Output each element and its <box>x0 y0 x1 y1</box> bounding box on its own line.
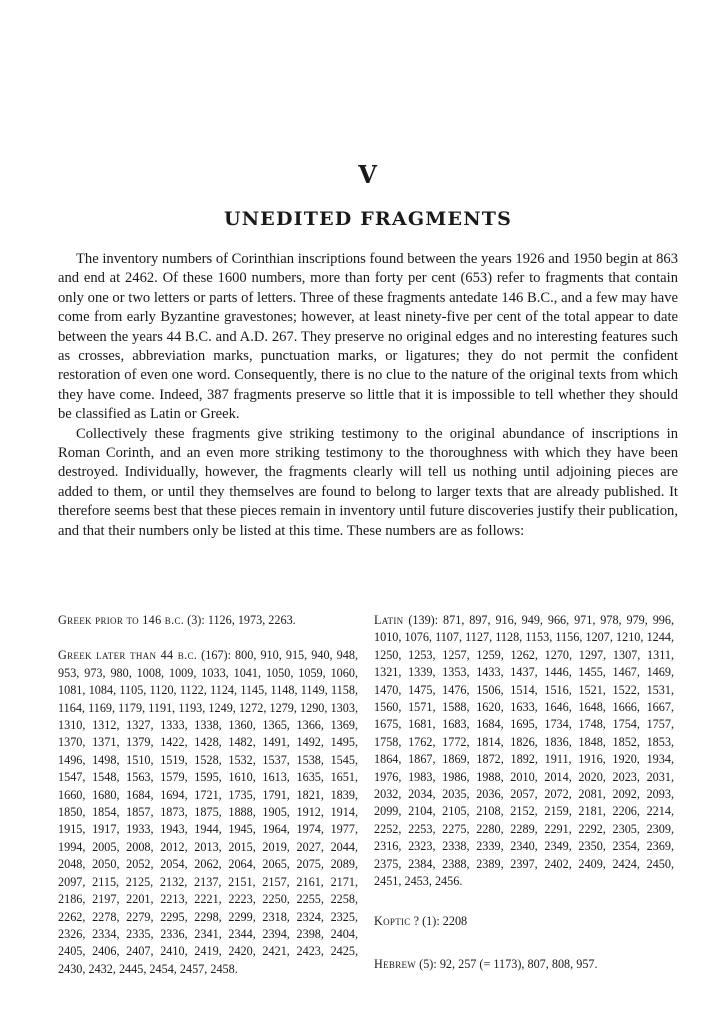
list-heading: Latin <box>374 613 404 627</box>
list-latin <box>374 612 674 891</box>
paragraph-1: The inventory numbers of Corinthian inscriptions found between the years 1926 and 1950 begin at 863 and end at 2462. Of these 1600 numbers, more than forty per cent (653) refer to fragments that contain only one or two letters or parts of letters. Three of these fragments antedate 146 B.C., and a few may have come from early Byzantine gravestones; however, at least ninety-five per cent of the total appear to date between the years 44 B.C. and A.D. 267. They preserve no original edges and no interesting features such as crosses, abbreviation marks, punctuation marks, or ligatures; they do not permit the confident restoration of even one word. Consequently, there is no clue to the nature of the original texts from which they have come. Indeed, 387 fragments preserve so little that it is impossible to tell whether they should be classified as Latin or Greek. <box>58 251 678 423</box>
chapter-numeral: V <box>358 160 378 189</box>
body-text <box>58 250 678 541</box>
list-heading: Hebrew <box>374 956 417 971</box>
document-page <box>58 0 678 1024</box>
paragraph-2: Collectively these fragments give striking testimony to the original abundance of inscriptions in Roman Corinth, and an even more striking testimony to the thoroughness with which they have been destroyed. Individually, however, the fragments clearly will tell us nothing until adjoining pieces are added to them, or until they themselves are found to belong to larger texts that are already published. It therefore seems best that these pieces remain in inventory until future discoveries justify their publication, and that their numbers only be listed at this time. These numbers are as follows: <box>58 425 678 539</box>
list-heading: Greek prior to 146 b.c. <box>58 613 185 627</box>
list-greek-later <box>58 647 358 978</box>
list-numbers: 800, 910, 915, 940, 948, 953, 973, 980, 1008, 1009, 1033, 1041, 1050, 1059, 1060, 1081, 1084, 1105, 1120, 1122, 1124, 1145, 1148, 1149, 1158, 1164, 1169, 1179, 1191, 1193, 1249, 1272, 1279, 1290, 1303, 1310, 1312, 1327, 1333, 1338, 1360, 1365, 1366, 1369, 1370, 1371, 1379, 1422, 1428, 1482, 1491, 1492, 1495, 1496, 1498, 1510, 1519, 1528, 1532, 1537, 1538, 1545, 1547, 1548, 1563, 1579, 1595, 1610, 1613, 1635, 1651, 1660, 1680, 1684, 1694, 1721, 1735, 1791, 1821, 1839, 1850, 1854, 1857, 1873, 1875, 1888, 1905, 1912, 1914, 1915, 1917, 1933, 1943, 1944, 1945, 1964, 1974, 1977, 1994, 2005, 2008, 2012, 2013, 2015, 2019, 2027, 2044, 2048, 2050, 2052, 2054, 2062, 2064, 2065, 2075, 2089, 2097, 2115, 2125, 2132, 2137, 2151, 2157, 2161, 2171, 2186, 2197, 2201, 2213, 2221, 2223, 2250, 2255, 2258, 2262, 2278, 2279, 2295, 2298, 2299, 2318, 2324, 2325, 2326, 2334, 2335, 2336, 2341, 2344, 2394, 2398, 2404, 2405, 2406, 2407, 2410, 2419, 2420, 2421, 2423, 2425, 2430, 2432, 2445, 2454, 2457, 2458. <box>58 648 358 976</box>
list-heading: Koptic <box>374 913 411 928</box>
list-heading: Greek later than 44 b.c. <box>58 648 198 663</box>
list-numbers: 1126, 1973, 2263. <box>207 613 296 627</box>
list-count: (3): <box>187 613 205 627</box>
list-count: (167): <box>201 648 231 663</box>
list-koptic <box>374 913 674 930</box>
list-hebrew <box>374 956 674 973</box>
list-count: (139): <box>408 613 439 627</box>
list-column-left <box>58 612 358 978</box>
list-numbers: 871, 897, 916, 949, 966, 971, 978, 979, 996, 1010, 1076, 1107, 1127, 1128, 1153, 1156, 1207, 1210, 1244, 1250, 1253, 1257, 1259, 1262, 1270, 1297, 1307, 1311, 1321, 1339, 1353, 1433, 1437, 1446, 1455, 1467, 1469, 1470, 1475, 1476, 1506, 1514, 1516, 1521, 1522, 1531, 1560, 1571, 1588, 1620, 1633, 1646, 1648, 1666, 1667, 1675, 1681, 1683, 1684, 1695, 1734, 1748, 1754, 1757, 1758, 1762, 1772, 1814, 1826, 1836, 1848, 1852, 1853, 1864, 1867, 1869, 1872, 1892, 1911, 1916, 1920, 1934, 1976, 1983, 1986, 1988, 2010, 2014, 2020, 2023, 2031, 2032, 2034, 2035, 2036, 2057, 2072, 2081, 2092, 2093, 2099, 2104, 2105, 2108, 2152, 2159, 2181, 2206, 2214, 2252, 2253, 2275, 2280, 2289, 2291, 2292, 2305, 2309, 2316, 2323, 2338, 2339, 2340, 2349, 2350, 2354, 2369, 2375, 2384, 2388, 2389, 2397, 2402, 2409, 2424, 2450, 2451, 2453, 2456. <box>374 613 675 889</box>
list-numbers: 92, 257 (= 1173), 807, 808, 957. <box>439 956 598 971</box>
list-column-right <box>374 612 674 973</box>
fragment-lists <box>58 612 678 992</box>
list-count: (5): <box>419 956 437 971</box>
chapter-title: UNEDITED FRAGMENTS <box>223 208 513 230</box>
list-count: ? (1): <box>413 913 440 928</box>
list-numbers: 2208 <box>442 913 468 928</box>
list-greek-prior <box>58 612 358 629</box>
